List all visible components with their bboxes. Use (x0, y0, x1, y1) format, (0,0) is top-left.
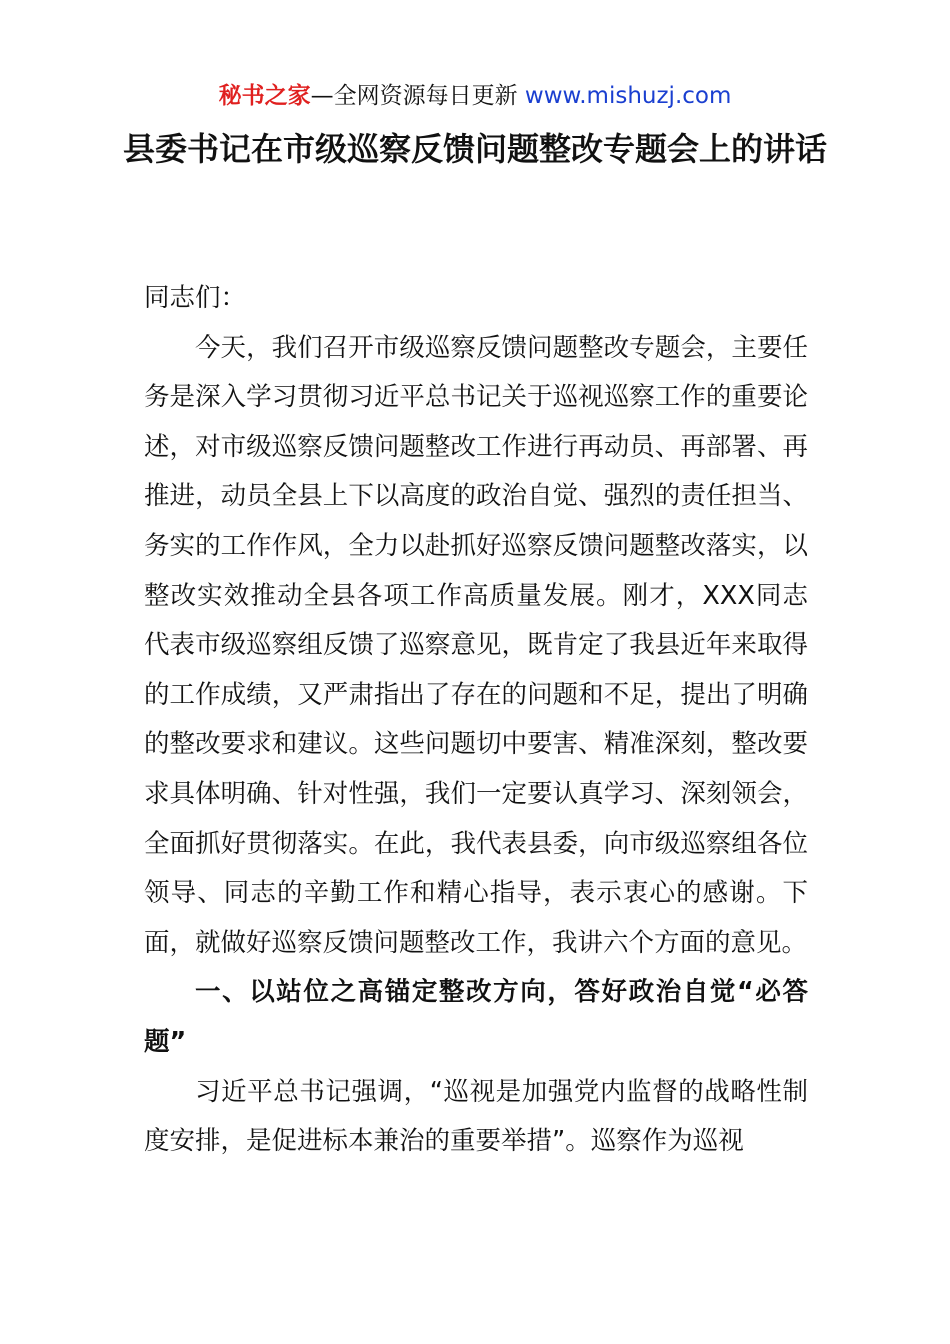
site-url-link[interactable]: www.mishuzj.com (524, 83, 732, 109)
brand-name: 秘书之家 (218, 83, 311, 109)
document-body (144, 274, 808, 1167)
section-heading: 一、以站位之高锚定整改方向，答好政治自觉“必答题” (144, 977, 808, 1057)
site-banner (0, 80, 950, 112)
banner-tagline: —全网资源每日更新 (310, 83, 518, 109)
salutation: 同志们： (144, 283, 247, 313)
document-title: 县委书记在市级巡察反馈问题整改专题会上的讲话 (122, 130, 827, 168)
section-paragraph: 习近平总书记强调，“巡视是加强党内监督的战略性制度安排，是促进标本兼治的重要举措”。巡察作为巡视 (144, 1076, 808, 1157)
body-paragraph: 今天，我们召开市级巡察反馈问题整改专题会，主要任务是深入学习贯彻习近平总书记关于巡视巡察工作的重要论述，对市级巡察反馈问题整改工作进行再动员、再部署、再推进，动员全县上下以高度的政治自觉、强烈的责任担当、务实的工作作风，全力以赴抓好巡察反馈问题整改落实，以整改实效推动全县各项工作高质量发展。刚才，XXX同志代表市级巡察组反馈了巡察意见，既肯定了我县近年来取得的工作成绩，又严肃指出了存在的问题和不足，提出了明确的整改要求和建议。这些问题切中要害、精准深刻，整改要求具体明确、针对性强，我们一定要认真学习、深刻领会，全面抓好贯彻落实。在此，我代表县委，向市级巡察组各位领导、同志的辛勤工作和精心指导，表示衷心的感谢。下面，就做好巡察反馈问题整改工作，我讲六个方面的意见。 (144, 332, 808, 958)
